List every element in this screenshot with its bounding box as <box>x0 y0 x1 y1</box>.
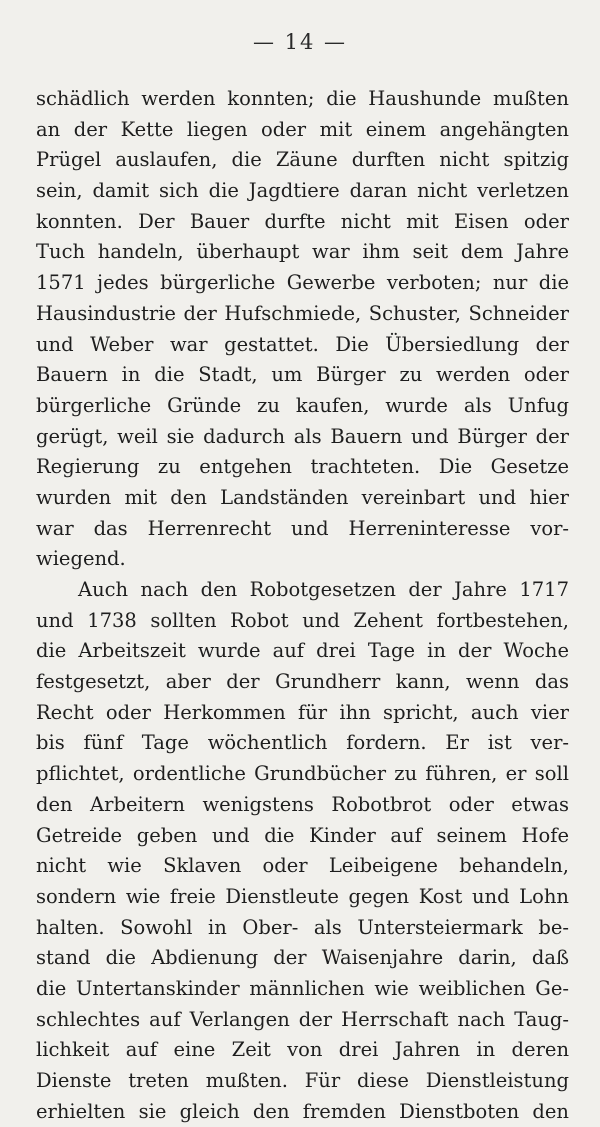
text-line: Hausindustrie der Hufschmiede, Schuster, Schneider <box>36 301 569 325</box>
text-line: Prügel auslaufen, die Zäune durften nicht spitzig <box>36 148 569 172</box>
text-line: die Untertanskinder männlichen wie weiblichen Ge- <box>36 976 569 1000</box>
text-line: stand die Abdienung der Waisenjahre darin, daß <box>36 946 569 970</box>
text-line: schädlich werden konnten; die Haushunde mußten <box>36 87 569 110</box>
paragraph <box>36 575 569 1127</box>
text-line: bürgerliche Gründe zu kaufen, wurde als Unfug <box>36 393 569 417</box>
text-line: 1571 jedes bürgerliche Gewerbe verboten; nur die <box>36 271 569 295</box>
text-line: halten. Sowohl in Ober- als Untersteiermark be- <box>36 915 569 939</box>
page-number: — 14 — <box>252 30 348 54</box>
text-line: Getreide geben und die Kinder auf seinem Hofe <box>36 823 569 847</box>
text-line: sein, damit sich die Jagdtiere daran nicht verletzen <box>36 179 569 203</box>
text-line: an der Kette liegen oder mit einem angehängten <box>36 117 569 141</box>
text-line: sondern wie freie Dienstleute gegen Kost und Lohn <box>36 884 569 908</box>
text-line: erhielten sie gleich den fremden Dienstboten den <box>36 1099 569 1123</box>
text-line: war das Herrenrecht und Herreninteresse vor- <box>36 516 569 540</box>
text-line: Auch nach den Robotgesetzen der Jahre 1717 <box>78 578 569 601</box>
text-line: wiegend. <box>36 547 126 571</box>
text-line: und 1738 sollten Robot und Zehent fortbestehen, <box>36 608 569 632</box>
text-line: Regierung zu entgehen trachteten. Die Gesetze <box>36 455 569 479</box>
body-text <box>36 84 569 1127</box>
text-line: Dienste treten mußten. Für diese Dienstleistung <box>36 1069 569 1092</box>
text-line: die Arbeitszeit wurde auf drei Tage in der Woche <box>36 639 569 663</box>
text-line: lichkeit auf eine Zeit von drei Jahren in deren <box>36 1038 569 1062</box>
text-line: bis fünf Tage wöchentlich fordern. Er ist ver- <box>36 731 569 755</box>
text-line: konnten. Der Bauer durfte nicht mit Eisen oder <box>36 209 569 233</box>
text-line: pflichtet, ordentliche Grundbücher zu führen, er soll <box>36 762 569 786</box>
text-line: schlechtes auf Verlangen der Herrschaft nach Taug- <box>36 1007 569 1031</box>
text-line: Tuch handeln, überhaupt war ihm seit dem Jahre <box>36 240 569 264</box>
text-line: Recht oder Herkommen für ihn spricht, auch vier <box>36 700 569 724</box>
text-line: nicht wie Sklaven oder Leibeigene behandeln, <box>36 854 569 878</box>
paragraph <box>36 84 569 575</box>
text-line: gerügt, weil sie dadurch als Bauern und Bürger der <box>36 424 569 448</box>
text-line: Bauern in die Stadt, um Bürger zu werden oder <box>36 363 569 387</box>
text-line: den Arbeitern wenigstens Robotbrot oder etwas <box>36 792 569 816</box>
text-line: wurden mit den Landständen vereinbart und hier <box>36 485 569 509</box>
text-line: und Weber war gestattet. Die Übersiedlung der <box>36 332 569 356</box>
text-line: festgesetzt, aber der Grundherr kann, wenn das <box>36 670 569 694</box>
